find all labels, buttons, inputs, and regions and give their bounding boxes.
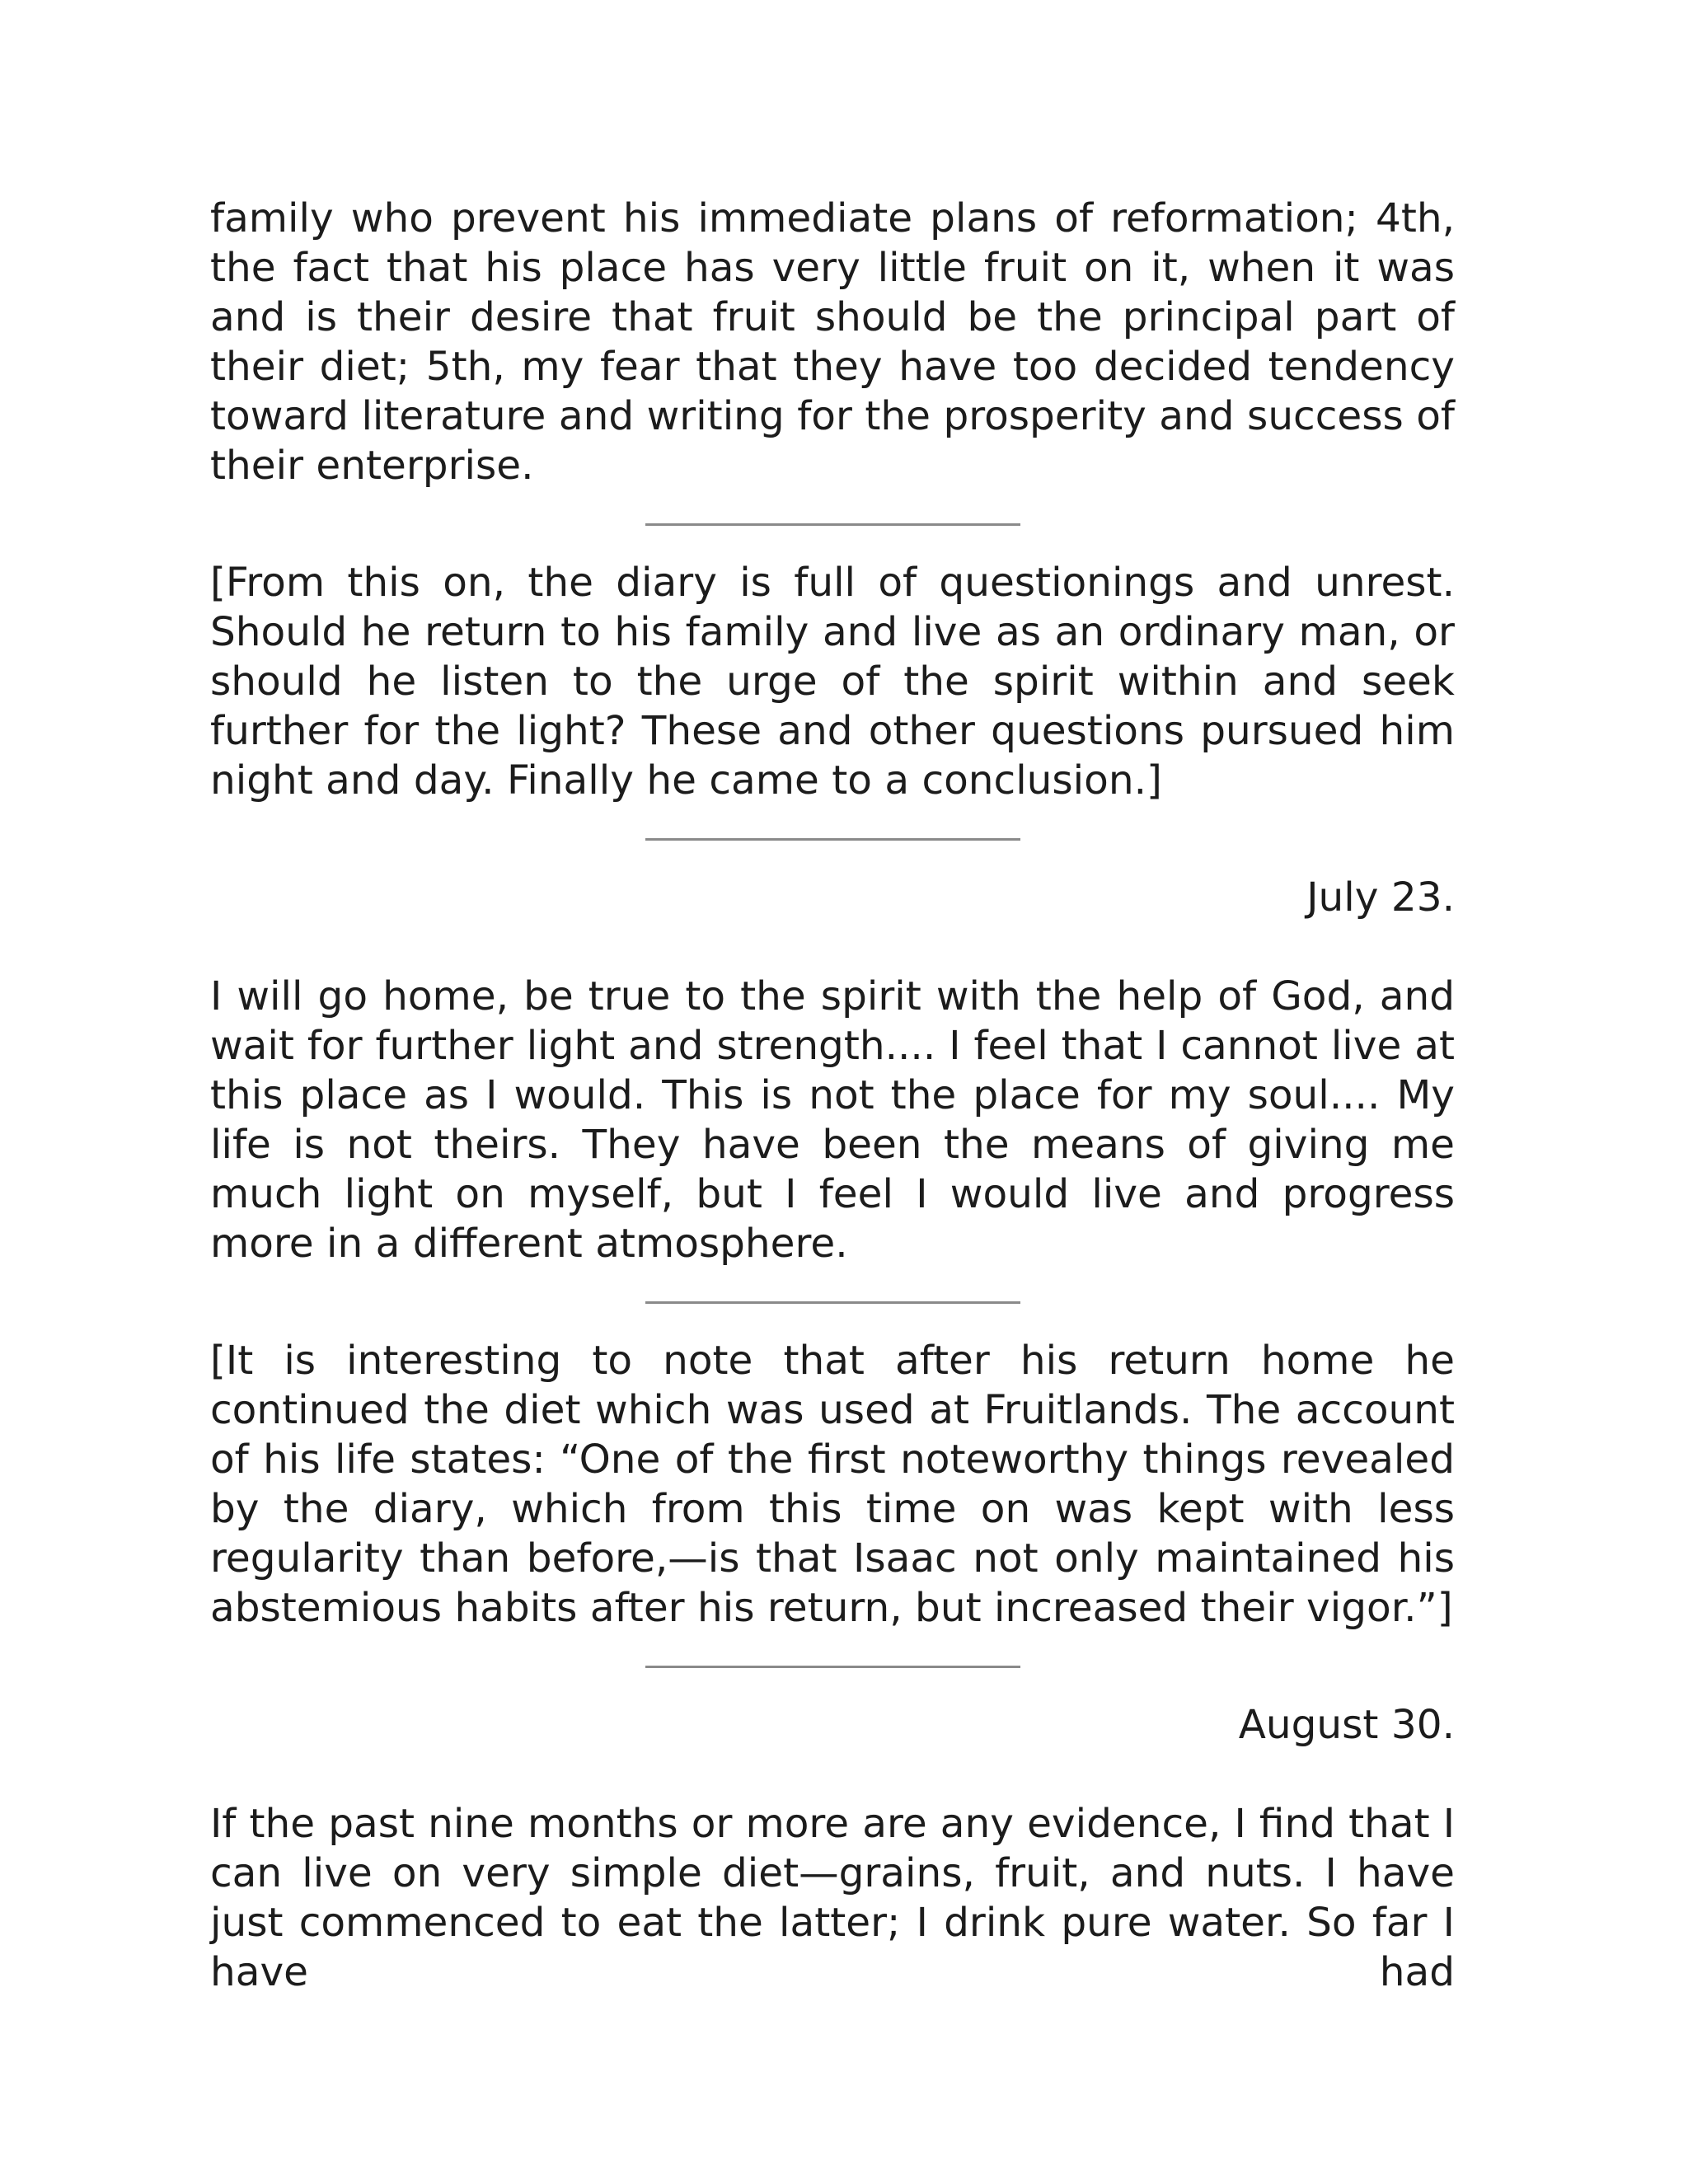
paragraph-simple-diet: If the past nine months or more are any evidence, I find that I can live on very simple diet—grains, fruit, and nuts. I have just commenced to eat the latter; I drink pure water. So far I have had	[210, 1801, 1455, 1995]
paragraph-questionings: [From this on, the diary is full of questionings and unrest. Should he return to his family and live as an ordinary man, or should he listen to the urge of the spirit within and seek further for the light? These and other questions pursued him night and day. Finally he came to a conclusion.]	[210, 560, 1455, 804]
document-page	[210, 194, 1455, 1997]
paragraph-fruitlands-diet: [It is interesting to note that after his return home he continued the diet which was used at Fruitlands. The account of his life states: “One of the first noteworthy things revealed by the diary, which from this time on was kept with less regularity than before,—is that Isaac not only maintained his abstemious habits after his return, but increased their vigor.”]	[210, 1338, 1455, 1631]
entry-date-august: August 30.	[1238, 1702, 1455, 1748]
spacer	[210, 1750, 1455, 1799]
section-divider	[645, 838, 1020, 841]
paragraph-reformation: family who prevent his immediate plans of reformation; 4th, the fact that his place has very little fruit on it, when it was and is their desire that fruit should be the principal part of their diet; 5th, my fear that they have too decided tendency toward literature and writing for the prosperity and success of their enterprise.	[210, 195, 1455, 489]
section-divider	[645, 1301, 1020, 1304]
spacer	[210, 922, 1455, 972]
section-divider	[645, 523, 1020, 526]
section-divider	[645, 1666, 1020, 1668]
paragraph-go-home: I will go home, be true to the spirit with the help of God, and wait for further light and strength.... I feel that I cannot live at this place as I would. This is not the place for my soul.... My life is not theirs. They have been the means of giving me much light on myself, but I feel I would live and progress more in a different atmosphere.	[210, 973, 1455, 1267]
entry-date-july: July 23.	[1306, 874, 1455, 921]
